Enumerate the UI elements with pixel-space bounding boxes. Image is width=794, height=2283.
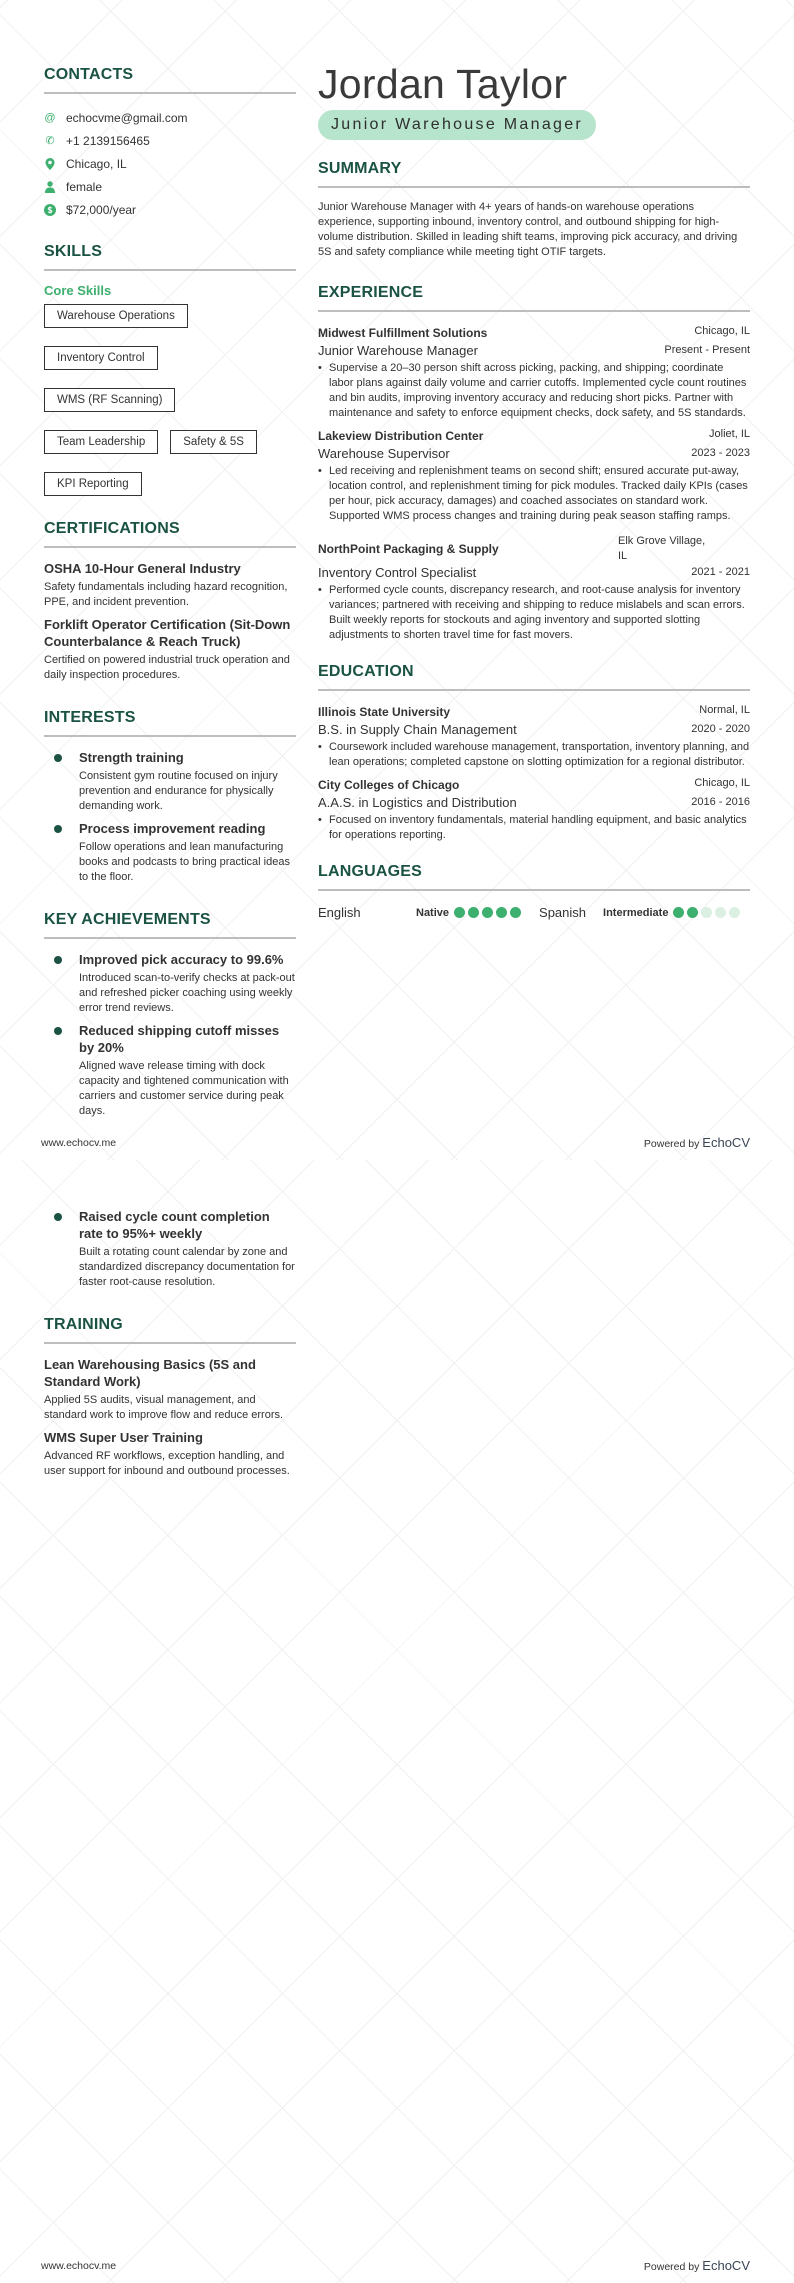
bullet-dot-icon [54, 956, 62, 964]
brand-logo: EchoCV [702, 1135, 750, 1150]
left-column [44, 0, 296, 1119]
rating-dot-filled [687, 907, 698, 918]
job-location: Joliet, IL [709, 428, 750, 440]
candidate-name: Jordan Taylor [318, 61, 568, 107]
achievement-title: Improved pick accuracy to 99.6% [79, 952, 284, 967]
education-entry [318, 703, 750, 770]
skill-tags [44, 304, 296, 496]
experience-section [318, 284, 750, 643]
bullet-dot-icon [54, 1027, 62, 1035]
school-location: Chicago, IL [694, 777, 750, 789]
footer-powered [644, 2258, 750, 2273]
cert-desc: Safety fundamentals including hazard recognition, PPE, and incident prevention. [44, 581, 288, 608]
achievement-item [44, 1208, 296, 1290]
languages-row [318, 905, 750, 920]
interest-item [44, 820, 296, 885]
school-location: Normal, IL [699, 704, 750, 716]
rating-dot-empty [701, 907, 712, 918]
education-entry [318, 776, 750, 843]
job-bullet: • Performed cycle counts, discrepancy research, and root-cause analysis for inventory variances; partnered with receiving and shipping to reduce mislabels and scan errors. Built weekly reports for stockouts and aging inventory and supported slotting adjustments to shorten travel time for fast movers. [318, 583, 750, 643]
experience-entry [318, 324, 750, 421]
degree: B.S. in Supply Chain Management [318, 722, 517, 737]
cert-title: Forklift Operator Certification (Sit-Down Counterbalance & Reach Truck) [44, 617, 291, 649]
section-heading: EDUCATION [318, 663, 750, 691]
contact-phone [44, 129, 296, 152]
achievement-item [44, 1022, 296, 1119]
cert-desc: Certified on powered industrial truck operation and daily inspection procedures. [44, 654, 290, 681]
language-rating [673, 907, 740, 918]
achievement-desc: Introduced scan-to-verify checks at pack-out and refreshed picker coaching using weekly error trend reviews. [79, 972, 295, 1014]
section-heading: CERTIFICATIONS [44, 520, 296, 548]
section-heading: KEY ACHIEVEMENTS [44, 911, 296, 939]
salary-text: $72,000/year [66, 202, 137, 217]
skill-tag: WMS (RF Scanning) [44, 388, 175, 412]
skill-tag: Team Leadership [44, 430, 158, 454]
training-section [44, 1316, 296, 1479]
dollar-coin-icon [44, 204, 56, 216]
job-dates: Present - Present [664, 344, 750, 356]
section-heading: EXPERIENCE [318, 284, 750, 312]
location-pin-icon [44, 158, 56, 170]
edu-bullet: • Focused on inventory fundamentals, material handling equipment, and basic analytics for operations reporting. [318, 813, 750, 843]
edu-dates: 2016 - 2016 [691, 796, 750, 808]
achievement-item [44, 951, 296, 1016]
achievements-continued [44, 1208, 296, 1290]
footer-powered [644, 1135, 750, 1150]
skill-tag: KPI Reporting [44, 472, 142, 496]
company-name: Midwest Fulfillment Solutions [318, 326, 488, 340]
section-heading: CONTACTS [44, 66, 296, 94]
experience-entry [318, 427, 750, 524]
skills-group-label: Core Skills [44, 283, 112, 298]
location-text: Chicago, IL [66, 156, 127, 171]
rating-dot-filled [510, 907, 521, 918]
job-role: Junior Warehouse Manager [318, 343, 478, 358]
summary-section [318, 160, 750, 260]
language-rating [454, 907, 521, 918]
education-section [318, 663, 750, 843]
achievement-desc: Built a rotating count calendar by zone and standardized discrepancy documentation for faster root-cause resolution. [79, 1246, 295, 1288]
job-dates: 2021 - 2021 [691, 566, 750, 578]
job-location: Elk Grove Village, IL [618, 535, 706, 562]
contacts-section [44, 66, 296, 221]
achievements-section [44, 911, 296, 1119]
language-name: English [318, 905, 361, 920]
edu-dates: 2020 - 2020 [691, 723, 750, 735]
language-level: Intermediate [603, 906, 669, 919]
contact-location [44, 152, 296, 175]
footer-site-link[interactable]: www.echocv.me [41, 2259, 117, 2272]
section-heading: SUMMARY [318, 160, 750, 188]
job-role: Inventory Control Specialist [318, 565, 477, 580]
left-column [44, 1160, 296, 1479]
language-level: Native [416, 906, 450, 919]
training-title: Lean Warehousing Basics (5S and Standard Work) [44, 1357, 256, 1389]
achievement-title: Raised cycle count completion rate to 95%+ weekly [79, 1209, 270, 1241]
rating-dot-filled [454, 907, 465, 918]
rating-dot-filled [482, 907, 493, 918]
school-name: Illinois State University [318, 705, 451, 719]
rating-dot-filled [673, 907, 684, 918]
at-icon: @ [44, 111, 56, 124]
rating-dot-filled [468, 907, 479, 918]
rating-dot-empty [729, 907, 740, 918]
job-bullet: • Led receiving and replenishment teams on second shift; ensured accurate put-away, location control, and replenishment timing for pick modules. Tracked daily KPIs (cases per hour, pick accuracy, damages) and coached associates on standard work. Supported WMS process changes and training during peak season staffing ramps. [318, 464, 750, 524]
section-heading: SKILLS [44, 243, 296, 271]
skill-tag: Warehouse Operations [44, 304, 188, 328]
training-desc: Applied 5S audits, visual management, and standard work to improve flow and reduce errors. [44, 1394, 284, 1421]
interest-title: Process improvement reading [79, 821, 266, 836]
company-name: Lakeview Distribution Center [318, 429, 484, 443]
summary-text: Junior Warehouse Manager with 4+ years of hands-on warehouse operations experience, supporting inbound, inventory control, and outbound shipping for high-volume distribution. Skilled in leading shift teams, improving pick accuracy, and driving 5S and safety compliance while meeting tight OTIF targets. [318, 201, 738, 258]
school-name: City Colleges of Chicago [318, 778, 460, 792]
brand-logo: EchoCV [702, 2258, 750, 2273]
person-icon [44, 181, 56, 193]
contact-gender [44, 175, 296, 198]
powered-by-text: Powered by [643, 1138, 700, 1150]
section-heading: TRAINING [44, 1316, 296, 1344]
resume-page-2 [0, 1160, 794, 2283]
training-desc: Advanced RF workflows, exception handling, and user support for inbound and outbound processes. [44, 1450, 290, 1477]
phone-text: +1 2139156465 [66, 133, 150, 148]
job-location: Chicago, IL [694, 325, 750, 337]
achievement-title: Reduced shipping cutoff misses by 20% [79, 1023, 280, 1055]
section-heading: INTERESTS [44, 709, 296, 737]
languages-section [318, 863, 750, 920]
phone-icon: ✆ [45, 135, 55, 147]
interest-item [44, 749, 296, 814]
job-dates: 2023 - 2023 [691, 447, 750, 459]
skills-section [44, 243, 296, 496]
interest-title: Strength training [79, 750, 184, 765]
gender-text: female [66, 179, 103, 194]
interests-section [44, 709, 296, 885]
contact-email[interactable] [44, 106, 296, 129]
interest-desc: Consistent gym routine focused on injury prevention and endurance for physically demanding work. [79, 770, 278, 812]
experience-entry [318, 534, 750, 643]
skill-tag: Inventory Control [44, 346, 158, 370]
rating-dot-empty [715, 907, 726, 918]
edu-bullet: • Coursework included warehouse management, transportation, inventory planning, and lean operations; completed capstone on slotting optimization for a regional distributor. [318, 740, 750, 770]
certifications-section [44, 520, 296, 683]
cert-title: OSHA 10-Hour General Industry [44, 561, 241, 576]
rating-dot-filled [496, 907, 507, 918]
bullet-dot-icon [54, 825, 62, 833]
skill-tag: Safety & 5S [170, 430, 257, 454]
right-column [318, 0, 750, 920]
bullet-dot-icon [54, 1213, 62, 1221]
training-title: WMS Super User Training [44, 1430, 203, 1445]
powered-by-text: Powered by [643, 2261, 700, 2273]
email-text: echocvme@gmail.com [66, 110, 188, 125]
company-name: NorthPoint Packaging & Supply [318, 542, 499, 556]
job-title-badge: Junior Warehouse Manager [318, 110, 596, 140]
page-footer [0, 1119, 794, 1160]
page-footer [0, 2242, 794, 2283]
degree: A.A.S. in Logistics and Distribution [318, 795, 517, 810]
section-heading: LANGUAGES [318, 863, 750, 891]
job-role: Warehouse Supervisor [318, 446, 450, 461]
contact-salary [44, 198, 296, 221]
achievement-desc: Aligned wave release timing with dock capacity and tightened communication with carriers and customer service during peak days. [79, 1060, 289, 1117]
bullet-dot-icon [54, 754, 62, 762]
footer-site-link[interactable]: www.echocv.me [41, 1136, 117, 1149]
interest-desc: Follow operations and lean manufacturing books and podcasts to bring practical ideas to the floor. [79, 841, 290, 883]
language-name: Spanish [539, 905, 587, 920]
job-bullet: • Supervise a 20–30 person shift across picking, packing, and shipping; coordinate labor plans against daily volume and carrier cutoffs. Implemented cycle count routines and bin audits, improving inventory accuracy and reducing short picks. Partner with maintenance and safety to enforce equipment checks, dock safety, and 5S standards. [318, 361, 750, 421]
